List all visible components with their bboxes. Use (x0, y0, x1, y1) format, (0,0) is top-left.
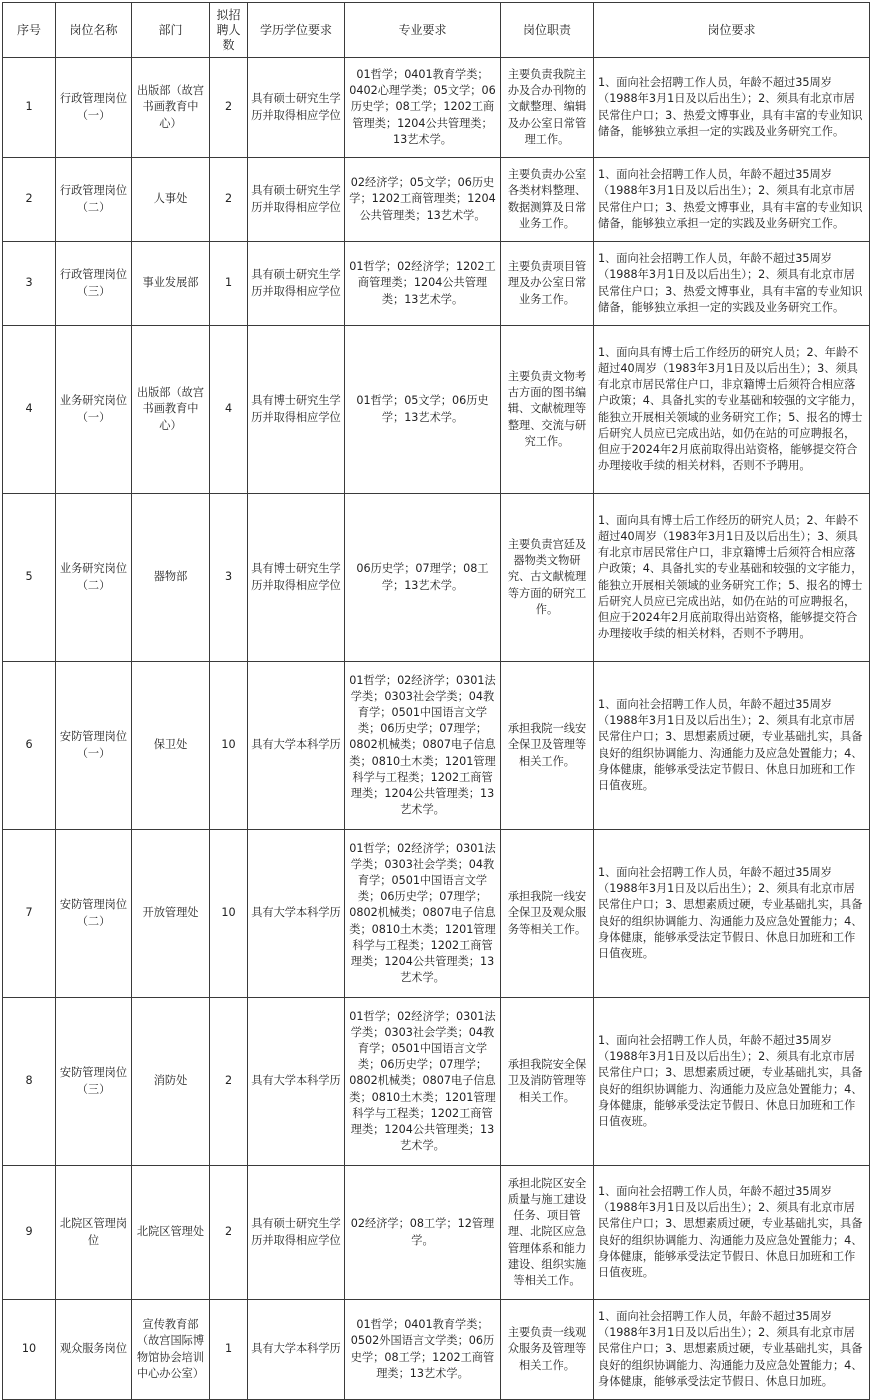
hiring-count: 3 (210, 494, 248, 662)
major-requirement: 01哲学；02经济学；0301法学类；0303社会学类；04教育学；0501中国语言文学类；06历史学；07理学；0802机械类；0807电子信息类；0810土木类；1201管理科学与工程类；1202工商管理类；1204公共管理类；13艺术学。 (345, 998, 501, 1166)
table-row (3, 1166, 870, 1300)
row-number: 7 (3, 830, 56, 998)
header-cell: 岗位职责 (501, 3, 594, 58)
position-name: 行政管理岗位（三） (56, 242, 132, 326)
education-requirement: 具有博士研究生学历并取得相应学位 (248, 494, 345, 662)
hiring-count: 10 (210, 662, 248, 830)
job-duties: 主要负责文物考古方面的图书编辑、文献梳理等整理、交流与研究工作。 (501, 326, 594, 494)
department: 保卫处 (132, 662, 210, 830)
hiring-count: 10 (210, 830, 248, 998)
table-row (3, 494, 870, 662)
major-requirement: 02经济学；05文学；06历史学；1202工商管理类；1204公共管理类；13艺术学。 (345, 158, 501, 242)
table-row (3, 326, 870, 494)
education-requirement: 具有大学本科学历 (248, 662, 345, 830)
job-duties: 主要负责项目管理及办公室日常业务工作。 (501, 242, 594, 326)
major-requirement: 01哲学；02经济学；1202工商管理类；1204公共管理类；13艺术学。 (345, 242, 501, 326)
education-requirement: 具有硕士研究生学历并取得相应学位 (248, 58, 345, 158)
department: 人事处 (132, 158, 210, 242)
recruitment-table (2, 2, 870, 1400)
job-requirements: 1、面向社会招聘工作人员，年龄不超过35周岁（1988年3月1日及以后出生）；2、须具有北京市居民常住户口；3、思想素质过硬，专业基础扎实，具备良好的组织协调能力、沟通能力及应急处置能力；4、身体健康，能够承受法定节假日、休息日加班和工作日值夜班。 (594, 998, 870, 1166)
header-cell: 拟招聘人数 (210, 3, 248, 58)
row-number: 6 (3, 662, 56, 830)
major-requirement: 01哲学；05文学；06历史学；13艺术学。 (345, 326, 501, 494)
hiring-count: 2 (210, 1166, 248, 1300)
hiring-count: 4 (210, 326, 248, 494)
hiring-count: 2 (210, 158, 248, 242)
department: 北院区管理处 (132, 1166, 210, 1300)
position-name: 安防管理岗位（三） (56, 998, 132, 1166)
job-duties: 主要负责我院主办及合办刊物的文献整理、编辑及办公室日常管理工作。 (501, 58, 594, 158)
hiring-count: 1 (210, 242, 248, 326)
major-requirement: 01哲学；02经济学；0301法学类；0303社会学类；04教育学；0501中国语言文学类；06历史学；07理学；0802机械类；0807电子信息类；0810土木类；1201管理科学与工程类；1202工商管理类；1204公共管理类；13艺术学。 (345, 662, 501, 830)
row-number: 1 (3, 58, 56, 158)
row-number: 5 (3, 494, 56, 662)
job-requirements: 1、面向具有博士后工作经历的研究人员；2、年龄不超过40周岁（1983年3月1日及以后出生）；3、须具有北京市居民常住户口，非京籍博士后须符合相应落户政策；4、具备扎实的专业基础和较强的文字能力，能独立开展相关领域的业务研究工作；5、报名的博士后研究人员应已完成出站，如仍在站的可应聘报名，但应于2024年2月底前取得出站资格，能够提交符合办理接收手续的相关材料，否则不予聘用。 (594, 494, 870, 662)
table-row (3, 58, 870, 158)
row-number: 10 (3, 1300, 56, 1400)
major-requirement: 01哲学；0401教育学类；0502外国语言文学类；06历史学；08工学；1202工商管理类；13艺术学。 (345, 1300, 501, 1400)
header-cell: 序号 (3, 3, 56, 58)
job-requirements: 1、面向社会招聘工作人员，年龄不超过35周岁（1988年3月1日及以后出生）；2、须具有北京市居民常住户口；3、思想素质过硬，专业基础扎实，具备良好的组织协调能力、沟通能力及应急处置能力；4、身体健康，能够承受法定节假日、休息日加班和工作日值夜班。 (594, 662, 870, 830)
job-duties: 承担我院一线安全保卫及管理等相关工作。 (501, 662, 594, 830)
header-cell: 专业要求 (345, 3, 501, 58)
job-requirements: 1、面向社会招聘工作人员，年龄不超过35周岁（1988年3月1日及以后出生）；2、须具有北京市居民常住户口；3、热爱文博事业，具有丰富的专业知识储备，能够独立承担一定的实践及业务研究工作。 (594, 158, 870, 242)
header-cell: 岗位要求 (594, 3, 870, 58)
table-row (3, 662, 870, 830)
row-number: 9 (3, 1166, 56, 1300)
education-requirement: 具有大学本科学历 (248, 998, 345, 1166)
major-requirement: 01哲学；0401教育学类；0402心理学类；05文学；06历史学；08工学；1202工商管理类；1204公共管理类；13艺术学。 (345, 58, 501, 158)
table-row (3, 998, 870, 1166)
department: 消防处 (132, 998, 210, 1166)
table-row (3, 158, 870, 242)
hiring-count: 1 (210, 1300, 248, 1400)
header-cell: 学历学位要求 (248, 3, 345, 58)
row-number: 8 (3, 998, 56, 1166)
job-requirements: 1、面向社会招聘工作人员，年龄不超过35周岁（1988年3月1日及以后出生）；2、须具有北京市居民常住户口；3、热爱文博事业，具有丰富的专业知识储备，能够独立承担一定的实践及业务研究工作。 (594, 58, 870, 158)
hiring-count: 2 (210, 58, 248, 158)
department: 开放管理处 (132, 830, 210, 998)
position-name: 北院区管理岗位 (56, 1166, 132, 1300)
job-requirements: 1、面向具有博士后工作经历的研究人员；2、年龄不超过40周岁（1983年3月1日及以后出生）；3、须具有北京市居民常住户口，非京籍博士后须符合相应落户政策；4、具备扎实的专业基础和较强的文字能力，能独立开展相关领域的业务研究工作；5、报名的博士后研究人员应已完成出站，如仍在站的可应聘报名，但应于2024年2月底前取得出站资格，能够提交符合办理接收手续的相关材料，否则不予聘用。 (594, 326, 870, 494)
job-requirements: 1、面向社会招聘工作人员，年龄不超过35周岁（1988年3月1日及以后出生）；2、须具有北京市居民常住户口；3、思想素质过硬，专业基础扎实，具备良好的组织协调能力、沟通能力及应急处置能力；4、身体健康，能够承受法定节假日、休息日加班和工作日值夜班。 (594, 830, 870, 998)
position-name: 安防管理岗位（二） (56, 830, 132, 998)
position-name: 行政管理岗位（一） (56, 58, 132, 158)
row-number: 3 (3, 242, 56, 326)
table-row (3, 830, 870, 998)
row-number: 2 (3, 158, 56, 242)
education-requirement: 具有硕士研究生学历并取得相应学位 (248, 242, 345, 326)
header-row (3, 3, 870, 58)
position-name: 业务研究岗位（一） (56, 326, 132, 494)
education-requirement: 具有大学本科学历 (248, 1300, 345, 1400)
job-requirements: 1、面向社会招聘工作人员，年龄不超过35周岁（1988年3月1日及以后出生）；2、须具有北京市居民常住户口；3、热爱文博事业，具有丰富的专业知识储备，能够独立承担一定的实践及业务研究工作。 (594, 242, 870, 326)
job-duties: 承担北院区安全质量与施工建设任务、项目管理、北院区应急管理体系和能力建设、组织实施等相关工作。 (501, 1166, 594, 1300)
department: 事业发展部 (132, 242, 210, 326)
job-requirements: 1、面向社会招聘工作人员，年龄不超过35周岁（1988年3月1日及以后出生）；2、须具有北京市居民常住户口；3、思想素质过硬，专业基础扎实，具备良好的组织协调能力、沟通能力及应急处置能力；4、身体健康，能够承受法定节假日、休息日加班和工作日值夜班。 (594, 1166, 870, 1300)
education-requirement: 具有硕士研究生学历并取得相应学位 (248, 1166, 345, 1300)
department: 器物部 (132, 494, 210, 662)
major-requirement: 06历史学；07理学；08工学；13艺术学。 (345, 494, 501, 662)
department: 出版部（故宫书画教育中心） (132, 326, 210, 494)
department: 宣传教育部（故宫国际博物馆协会培训中心办公室） (132, 1300, 210, 1400)
job-requirements: 1、面向社会招聘工作人员，年龄不超过35周岁（1988年3月1日及以后出生）；2、须具有北京市居民常住户口；3、思想素质过硬，专业基础扎实，具备良好的组织协调能力、沟通能力及应急处置能力；4、身体健康，能够承受法定节假日、休息日加班。 (594, 1300, 870, 1400)
position-name: 安防管理岗位（一） (56, 662, 132, 830)
row-number: 4 (3, 326, 56, 494)
education-requirement: 具有硕士研究生学历并取得相应学位 (248, 158, 345, 242)
hiring-count: 2 (210, 998, 248, 1166)
job-duties: 主要负责宫廷及器物类文物研究、古文献梳理等方面的研究工作。 (501, 494, 594, 662)
table-row (3, 1300, 870, 1400)
position-name: 行政管理岗位（二） (56, 158, 132, 242)
major-requirement: 01哲学；02经济学；0301法学类；0303社会学类；04教育学；0501中国语言文学类；06历史学；07理学；0802机械类；0807电子信息类；0810土木类；1201管理科学与工程类；1202工商管理类；1204公共管理类；13艺术学。 (345, 830, 501, 998)
major-requirement: 02经济学；08工学；12管理学。 (345, 1166, 501, 1300)
job-duties: 承担我院安全保卫及消防管理等相关工作。 (501, 998, 594, 1166)
position-name: 观众服务岗位 (56, 1300, 132, 1400)
education-requirement: 具有大学本科学历 (248, 830, 345, 998)
job-duties: 主要负责一线观众服务及管理等相关工作。 (501, 1300, 594, 1400)
table-row (3, 242, 870, 326)
header-cell: 岗位名称 (56, 3, 132, 58)
education-requirement: 具有博士研究生学历并取得相应学位 (248, 326, 345, 494)
header-cell: 部门 (132, 3, 210, 58)
job-duties: 承担我院一线安全保卫及观众服务等相关工作。 (501, 830, 594, 998)
department: 出版部（故宫书画教育中心） (132, 58, 210, 158)
job-duties: 主要负责办公室各类材料整理、数据测算及日常业务工作。 (501, 158, 594, 242)
position-name: 业务研究岗位（二） (56, 494, 132, 662)
